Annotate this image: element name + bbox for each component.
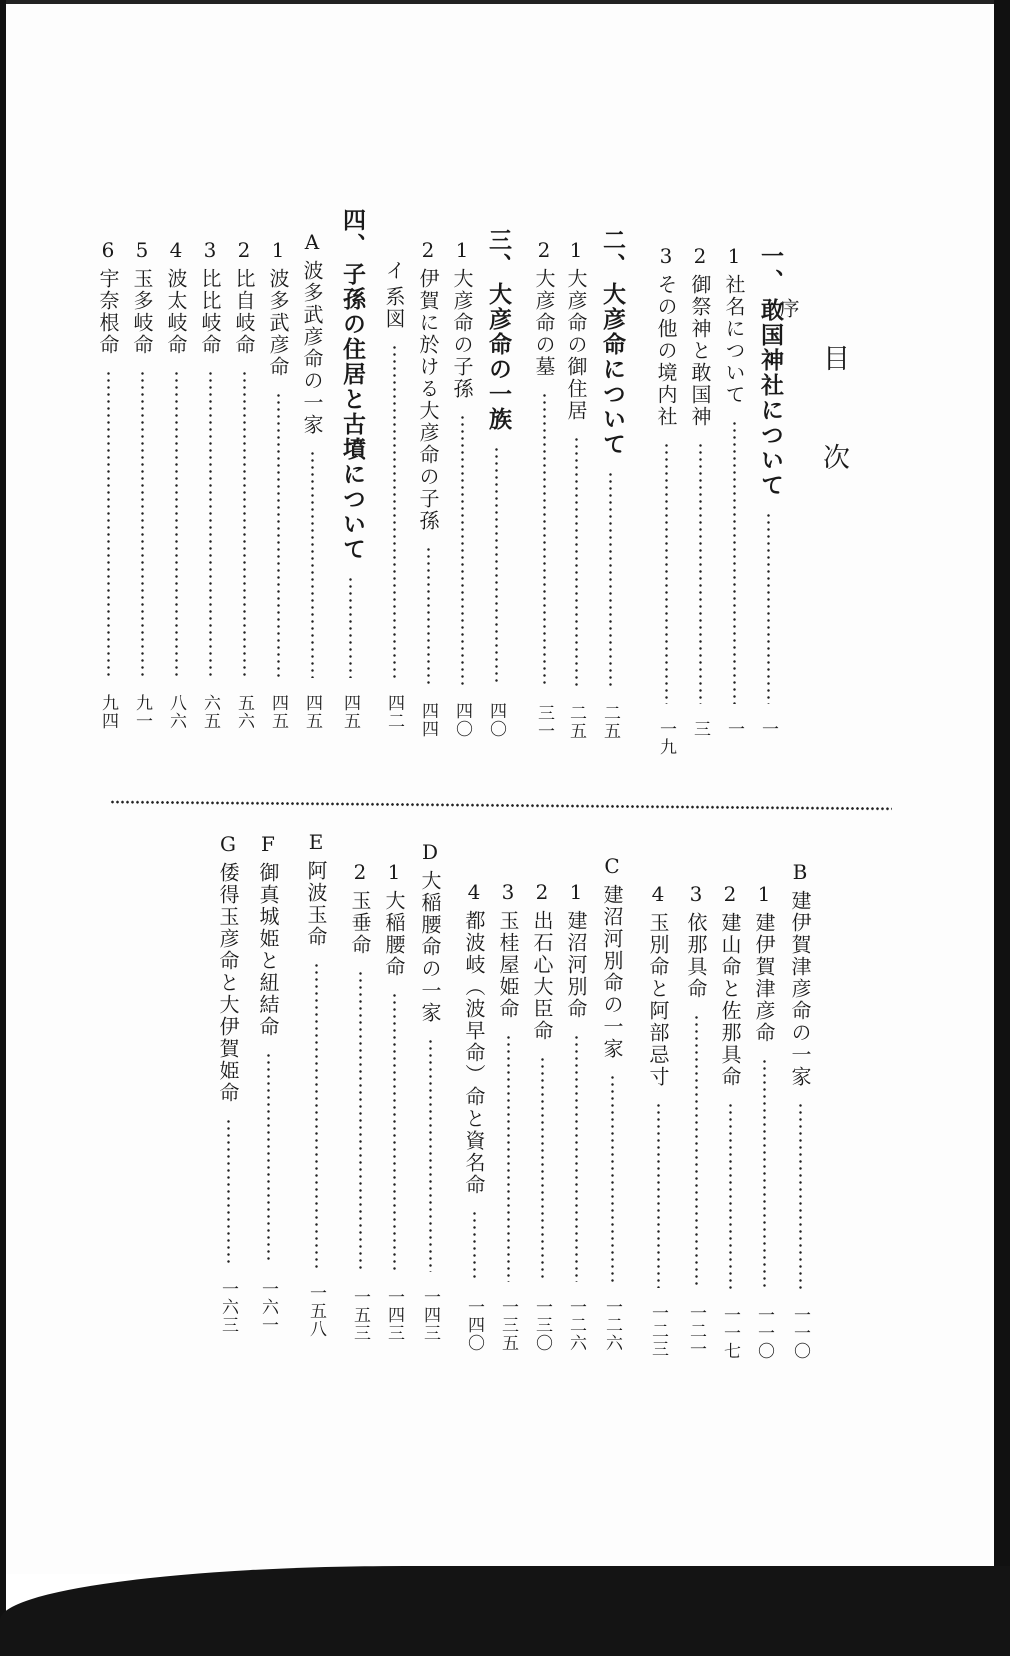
toc-page-number: 五六 [234,694,254,730]
page-title: 目次 [818,344,849,542]
toc-entry [498,880,518,1020]
toc-entry [384,860,404,978]
toc-entry-number: D [418,840,442,866]
toc-entry [258,832,278,1038]
toc-entry-number: 2 [232,238,256,264]
toc-entry [200,238,220,356]
leader-dots [473,1210,476,1282]
toc-entry-label: 社名について [722,274,746,406]
toc-page-number: 四〇 [486,702,506,738]
toc-entry-number: 6 [96,238,120,264]
toc-entry-label: 比比岐命 [198,268,222,356]
toc-entry-label: 建伊賀津彦命 [752,912,776,1044]
toc-entry-number: 四、 [339,208,365,258]
toc-page-number: 一五八 [306,1284,326,1338]
toc-entry-number: 1 [382,860,406,886]
toc-entry [452,238,472,400]
leader-dots [507,1034,510,1282]
toc-entry-number: 三、 [485,228,511,278]
toc-entry-label: 大彦命の御住居 [564,268,588,422]
toc-entry-number: 4 [646,882,670,908]
toc-entry-number: B [788,860,812,886]
toc-page-number: 一 [724,720,744,738]
toc-entry [686,882,706,1000]
toc-entry-number: 5 [130,238,154,264]
toc-entry-number: 2 [532,238,556,264]
toc-entry-label: 建沼河別命 [564,910,588,1020]
scan-edge-right [994,0,1010,1656]
toc-page-number: 一 [758,720,778,738]
leader-dots [267,1052,270,1264]
preface-entry: 序 [776,298,800,320]
toc-page-number: 一六一 [258,1280,278,1334]
toc-entry [534,238,554,378]
toc-entry-number: イ [382,260,406,282]
toc-entry-label: 伊賀に於ける大彦命の子孫 [416,268,440,532]
toc-entry-label: 建沼河別命の一家 [600,884,624,1060]
toc-entry-number: 2 [688,244,712,270]
toc-page-number: 一四〇 [464,1298,484,1352]
toc-entry [724,244,744,406]
toc-entry-label: 敢国神社について [757,298,783,498]
toc-page-number: 一二六 [602,1298,622,1352]
toc-entry [656,244,676,428]
toc-entry-label: 玉多岐命 [130,268,154,356]
toc-page-number: 一五三 [350,1288,370,1342]
toc-entry [648,882,668,1088]
toc-entry-number: 1 [564,238,588,264]
toc-page-number: 二五 [600,704,620,740]
toc-page-number: 三 [690,720,710,738]
leader-dots [175,370,178,678]
toc-entry [602,854,622,1060]
toc-entry [98,238,118,356]
leader-dots [209,370,212,678]
toc-entry [340,208,363,562]
toc-entry-label: 建伊賀津彦命の一家 [788,890,812,1088]
toc-entry-label: 出石心大臣命 [530,910,554,1042]
toc-entry-label: 波多武彦命の一家 [300,260,324,436]
toc-entry [132,238,152,356]
toc-entry-label: 御祭神と敢国神 [688,274,712,428]
toc-entry-label: 波多武彦命 [266,268,290,378]
toc-entry [418,238,438,532]
toc-entry [384,260,404,330]
toc-entry-number: 1 [722,244,746,270]
toc-entry-label: 系図 [382,286,406,330]
toc-entry-label: 宇奈根命 [96,268,120,356]
toc-entry [302,230,322,436]
leader-dots [733,420,736,704]
toc-entry-number: 2 [348,860,372,886]
toc-page-number: 三一 [534,704,554,740]
leader-dots [393,344,396,678]
toc-entry-label: 大彦命の一族 [485,282,511,432]
leader-dots [315,962,318,1268]
leader-dots [429,1038,432,1272]
toc-page-number: 一二三 [648,1304,668,1358]
toc-entry-label: 子孫の住居と古墳について [339,262,365,562]
toc-entry-label: 玉垂命 [348,890,372,956]
leader-dots [695,1014,698,1288]
toc-entry-number: 3 [684,882,708,908]
document-page [6,4,990,1574]
toc-entry [218,832,238,1104]
leader-dots [543,392,546,688]
toc-entry-label: 依那具命 [684,912,708,1000]
toc-entry-label: 御真城姫と紐結命 [256,862,280,1038]
leader-dots [611,1074,614,1282]
toc-page-number: 一三〇 [532,1298,552,1352]
leader-dots [311,450,314,678]
leader-dots [575,436,578,688]
leader-dots [729,1102,732,1290]
toc-page-number: 一九 [656,720,676,756]
toc-entry-number: 4 [164,238,188,264]
toc-entry [754,882,774,1044]
toc-entry-number: 4 [462,880,486,906]
toc-entry [790,860,810,1088]
toc-entry [566,880,586,1020]
leader-dots [541,1056,544,1282]
toc-entry-number: F [256,832,280,858]
toc-entry [166,238,186,356]
toc-entry-label: 大稲腰命の一家 [418,870,442,1024]
toc-page-number: 一四三 [420,1288,440,1342]
toc-entry-label: 建山命と佐那具命 [718,912,742,1088]
section-divider [110,800,892,811]
toc-entry-number: 二、 [599,228,625,278]
toc-entry [464,880,484,1196]
toc-page-number: 八六 [166,694,186,730]
leader-dots [767,512,770,704]
leader-dots [799,1102,802,1290]
toc-entry [600,228,623,457]
toc-entry-label: 玉桂屋姫命 [496,910,520,1020]
toc-entry-label: 大彦命について [599,282,625,457]
scan-shadow-bottom [0,1566,1010,1656]
toc-entry [350,860,370,956]
toc-entry-number: 一、 [757,244,783,294]
toc-entry [486,228,509,432]
toc-entry [306,830,326,948]
leader-dots [359,970,362,1272]
toc-entry-label: 大彦命の子孫 [450,268,474,400]
toc-entry-number: A [300,230,324,256]
toc-page-number: 二五 [566,704,586,740]
toc-entry-number: E [304,830,328,856]
toc-entry [690,244,710,428]
toc-page-number: 九四 [98,694,118,730]
leader-dots [227,1118,230,1264]
toc-entry-number: G [216,832,240,858]
toc-entry [532,880,552,1042]
toc-entry-label: 玉別命と阿部忌寸 [646,912,670,1088]
toc-page-number: 四五 [302,694,322,730]
toc-entry-number: 3 [654,244,678,270]
toc-entry-number: 3 [496,880,520,906]
leader-dots [763,1058,766,1290]
leader-dots [665,442,668,704]
leader-dots [495,446,498,686]
toc-page-number: 一一〇 [754,1306,774,1360]
toc-entry-label: 比自岐命 [232,268,256,356]
toc-page-number: 一六三 [218,1280,238,1334]
toc-entry [268,238,288,378]
leader-dots [243,370,246,678]
leader-dots [107,370,110,678]
toc-page-number: 四〇 [452,702,472,738]
toc-page-number: 一三五 [498,1298,518,1352]
leader-dots [461,414,464,686]
toc-page-number: 一四三 [384,1288,404,1342]
toc-entry-label: 倭得玉彦命と大伊賀姫命 [216,862,240,1104]
leader-dots [699,442,702,704]
toc-page-number: 四五 [340,694,360,730]
leader-dots [141,370,144,678]
toc-entry-label: 大稲腰命 [382,890,406,978]
toc-entry [758,244,781,498]
leader-dots [575,1034,578,1282]
toc-page-number: 一一〇 [790,1306,810,1360]
toc-page-number: 四二 [384,694,404,730]
toc-page-number: 一二一 [686,1304,706,1358]
toc-entry-number: 1 [752,882,776,908]
toc-entry-label: 都波岐（波早命）命と資名命 [462,910,486,1196]
toc-entry [566,238,586,422]
toc-entry-number: 1 [266,238,290,264]
toc-page-number: 四四 [418,702,438,738]
toc-entry-label: その他の境内社 [654,274,678,428]
toc-entry-number: 1 [450,238,474,264]
toc-entry-number: 1 [564,880,588,906]
toc-entry-number: 2 [718,882,742,908]
toc-entry-number: 3 [198,238,222,264]
toc-entry-label: 大彦命の墓 [532,268,556,378]
toc-page-number: 九一 [132,694,152,730]
toc-page-number: 四五 [268,694,288,730]
toc-entry [234,238,254,356]
leader-dots [427,546,430,686]
leader-dots [657,1102,660,1288]
toc-entry-label: 阿波玉命 [304,860,328,948]
leader-dots [609,471,612,688]
toc-entry-number: C [600,854,624,880]
leader-dots [349,576,352,678]
toc-entry [420,840,440,1024]
leader-dots [393,992,396,1272]
toc-entry-number: 2 [530,880,554,906]
toc-page-number: 六五 [200,694,220,730]
toc-entry-number: 2 [416,238,440,264]
leader-dots [277,392,280,678]
toc-page-number: 一一七 [720,1306,740,1360]
toc-entry-label: 波太岐命 [164,268,188,356]
toc-entry [720,882,740,1088]
toc-page-number: 一二六 [566,1298,586,1352]
